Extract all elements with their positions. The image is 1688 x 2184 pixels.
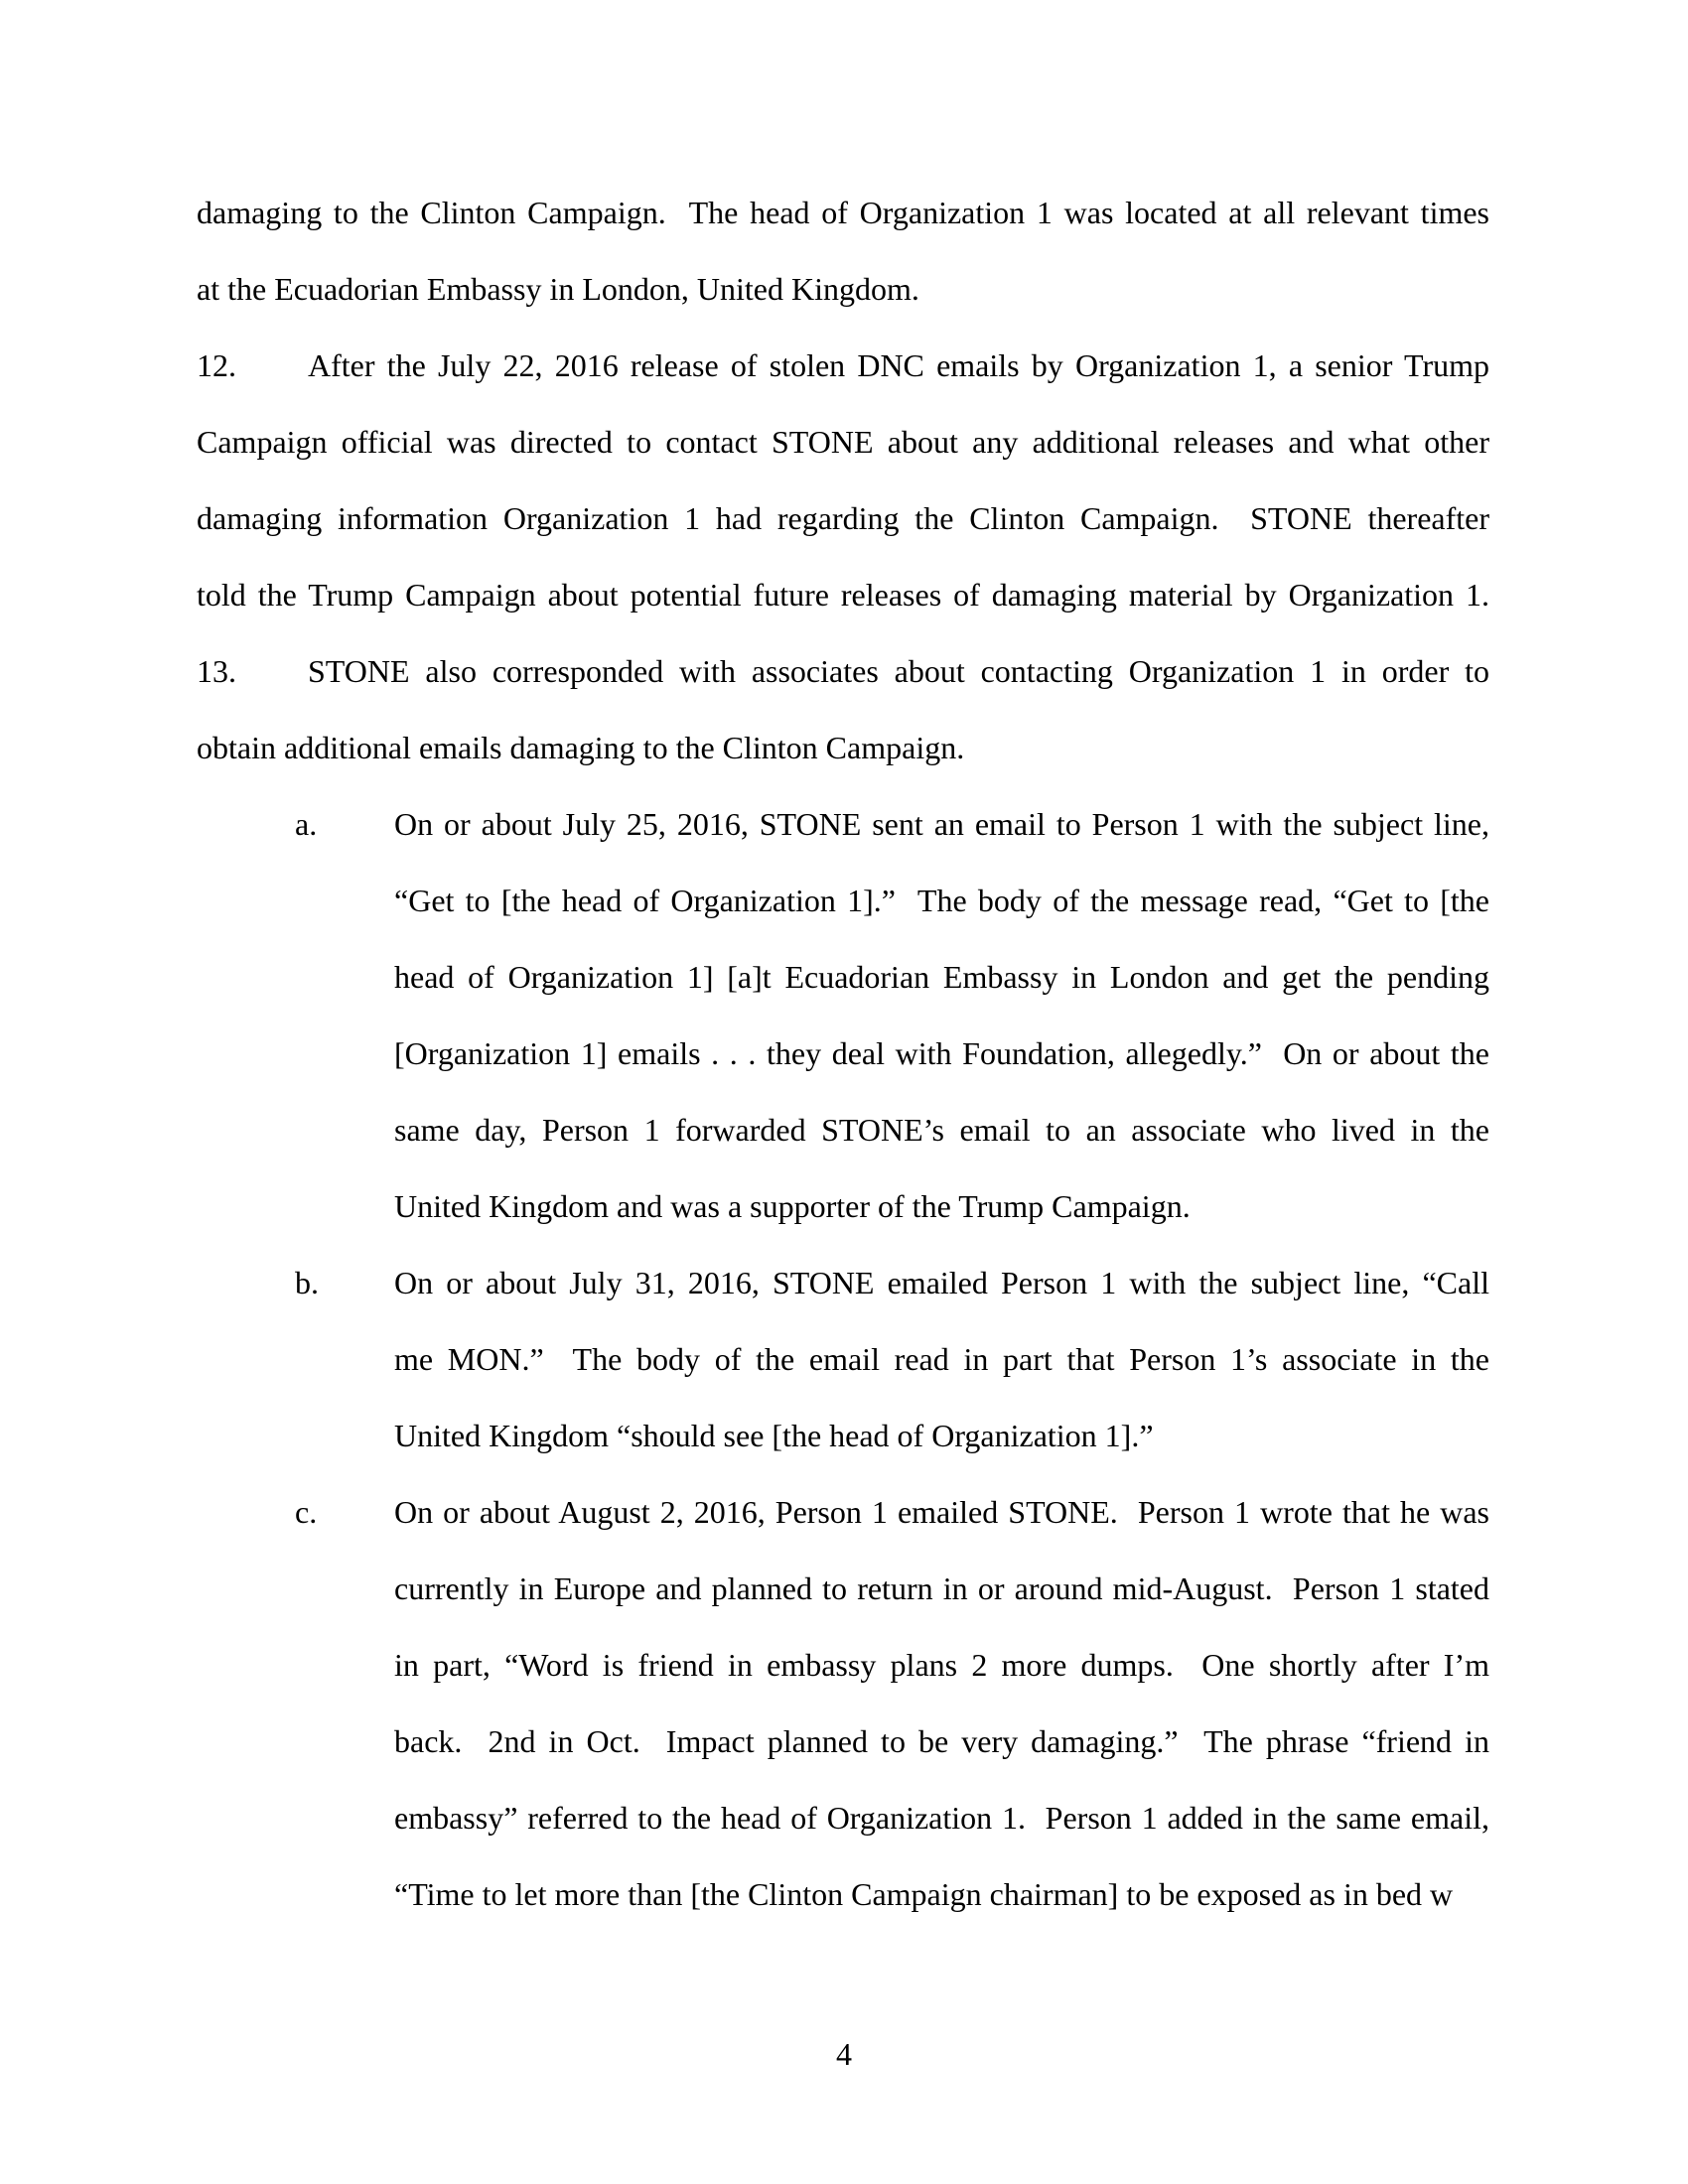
paragraph-13-line-2: obtain additional emails damaging to the Clinton Campaign. [197, 730, 965, 765]
subparagraph-c-line-2: currently in Europe and planned to return in or around mid-August. Person 1 stated [394, 1570, 1489, 1606]
subparagraph-a-line-3: head of Organization 1] [a]t Ecuadorian Embassy in London and get the pending [394, 959, 1489, 995]
subparagraph-c-marker: c. [295, 1494, 318, 1530]
subparagraph-a-line-2: “Get to [the head of Organization 1].” The body of the message read, “Get to [the [394, 883, 1489, 918]
subparagraph-b-line-2: me MON.” The body of the email read in part that Person 1’s associate in the [394, 1341, 1489, 1377]
subparagraph-a-line-5: same day, Person 1 forwarded STONE’s email to an associate who lived in the [394, 1112, 1489, 1148]
document-body [197, 175, 1489, 1933]
paragraph-12-marker: 12. [197, 347, 236, 383]
paragraph-12-line-3: damaging information Organization 1 had regarding the Clinton Campaign. STONE thereafter [197, 500, 1489, 536]
page-number: 4 [836, 2036, 852, 2072]
subparagraph-c-line-4: back. 2nd in Oct. Impact planned to be very damaging.” The phrase “friend in [394, 1723, 1489, 1759]
paragraph-13-line-1: 13. STONE also corresponded with associates about contacting Organization 1 in order to [197, 633, 1489, 710]
paragraph-12-line-2: Campaign official was directed to contact STONE about any additional releases and what other [197, 424, 1489, 460]
subparagraph-a-line-6: United Kingdom and was a supporter of the Trump Campaign. [394, 1188, 1191, 1224]
subparagraph-b-line-1: b. On or about July 31, 2016, STONE emailed Person 1 with the subject line, “Call [197, 1245, 1489, 1321]
subparagraph-c-line-1: c. On or about August 2, 2016, Person 1 emailed STONE. Person 1 wrote that he was [197, 1474, 1489, 1551]
paragraph-11-continued-line-1: damaging to the Clinton Campaign. The head of Organization 1 was located at all relevant times [197, 195, 1489, 230]
paragraph-12-line-4: told the Trump Campaign about potential future releases of damaging material by Organization 1. [197, 577, 1489, 613]
subparagraph-c-line-5: embassy” referred to the head of Organization 1. Person 1 added in the same email, [394, 1800, 1489, 1836]
subparagraph-c-line-6: “Time to let more than [the Clinton Campaign chairman] to be exposed as in bed w [394, 1876, 1454, 1912]
paragraph-13-marker: 13. [197, 653, 236, 689]
subparagraph-c-line-3: in part, “Word is friend in embassy plans 2 more dumps. One shortly after I’m [394, 1647, 1489, 1683]
subparagraph-a-line-4: [Organization 1] emails . . . they deal with Foundation, allegedly.” On or about the [394, 1035, 1489, 1071]
subparagraph-b-marker: b. [295, 1265, 319, 1300]
paragraph-11-continued-line-2: at the Ecuadorian Embassy in London, United Kingdom. [197, 271, 919, 307]
paragraph-12-line-1: 12. After the July 22, 2016 release of stolen DNC emails by Organization 1, a senior Trump [197, 328, 1489, 404]
subparagraph-a-marker: a. [295, 806, 318, 842]
subparagraph-a-line-1: a. On or about July 25, 2016, STONE sent an email to Person 1 with the subject line, [197, 786, 1489, 863]
subparagraph-b-line-3: United Kingdom “should see [the head of Organization 1].” [394, 1418, 1154, 1453]
